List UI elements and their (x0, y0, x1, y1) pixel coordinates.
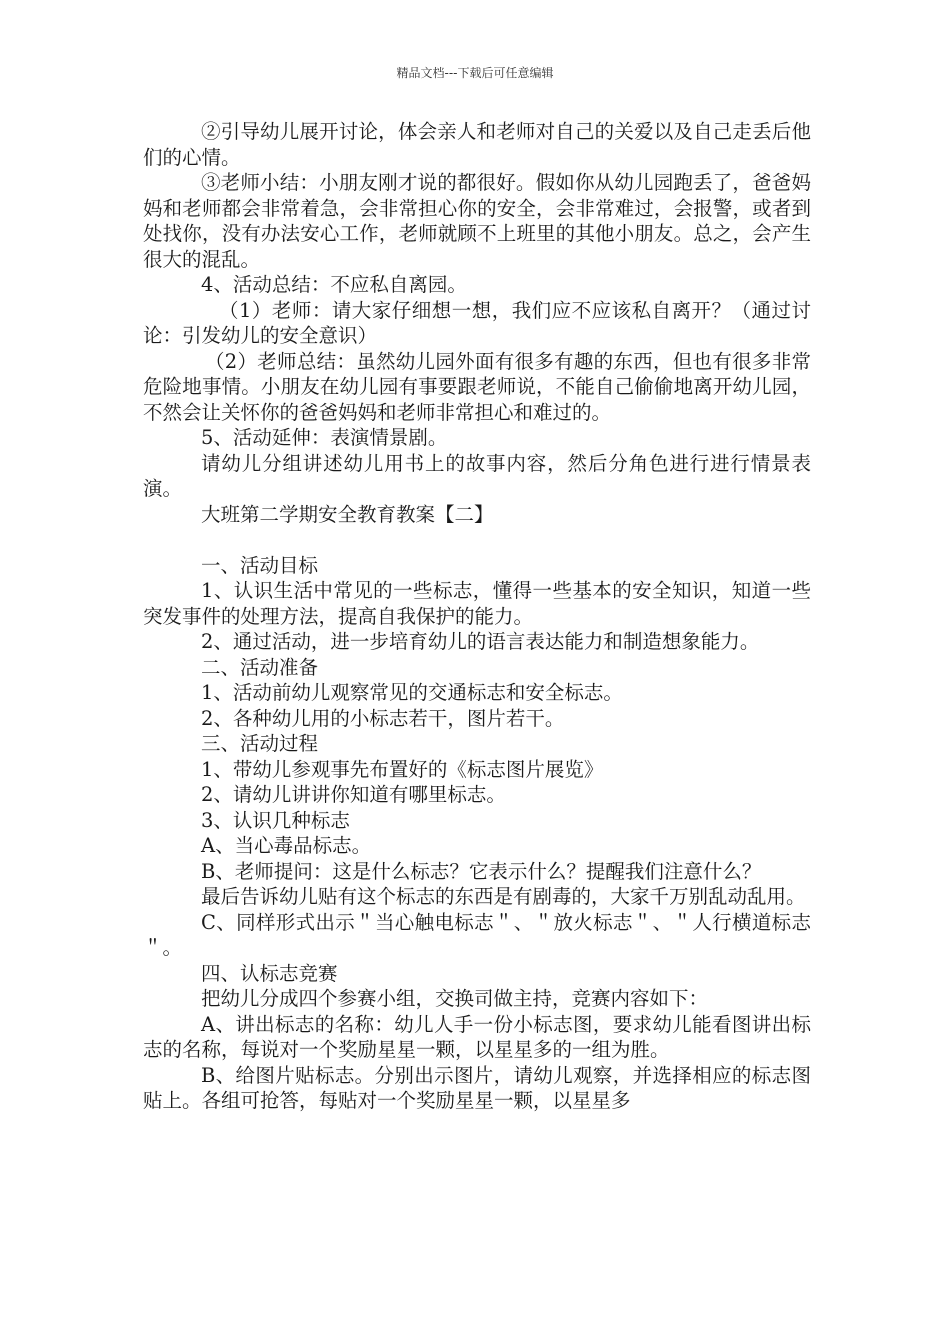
paragraph: B、给图片贴标志。分别出示图片，请幼儿观察，并选择相应的标志图贴上。各组可抢答，每贴对一个奖励星星一颗，以星星多 (143, 1063, 811, 1112)
paragraph: A、当心毒品标志。 (201, 834, 372, 857)
paragraph: A、讲出标志的名称：幼儿人手一份小标志图，要求幼儿能看图讲出标志的名称，每说对一个奖励星星一颗，以星星多的一组为胜。 (143, 1012, 811, 1061)
paragraph: 2、各种幼儿用的小标志若干，图片若干。 (201, 706, 565, 730)
paragraph: 4、活动总结：不应私自离园。 (201, 273, 467, 296)
paragraph: （1）老师：请大家仔细想一想，我们应不应该私自离开？（通过讨论：引发幼儿的安全意识） (143, 298, 811, 347)
paragraph: 3、认识几种标志 (201, 808, 350, 832)
paragraph: 2、通过活动，进一步培育幼儿的语言表达能力和制造想象能力。 (201, 630, 760, 653)
paragraph: 请幼儿分组讲述幼儿用书上的故事内容，然后分角色进行进行情景表演。 (143, 451, 811, 500)
paragraph: 一、活动目标 (201, 553, 319, 577)
paragraph: 2、请幼儿讲讲你知道有哪里标志。 (201, 783, 506, 806)
blank-line (143, 527, 811, 553)
paragraph: 二、活动准备 (201, 655, 319, 679)
paragraph: 四、认标志竞赛 (201, 961, 338, 985)
paragraph: 1、认识生活中常见的一些标志，懂得一些基本的安全知识，知道一些突发事件的处理方法，提高自我保护的能力。 (143, 579, 811, 628)
paragraph: ③老师小结：小朋友刚才说的都很好。假如你从幼儿园跑丢了，爸爸妈妈和老师都会非常着急，会非常担心你的安全，会非常难过，会报警，或者到处找你，没有办法安心工作，老师就顾不上班里的其他小朋友。总之，会产生很大的混乱。 (143, 171, 811, 271)
paragraph: 把幼儿分成四个参赛小组，交换司做主持，竞赛内容如下： (201, 987, 709, 1010)
document-body (143, 119, 811, 1114)
page-header: 精品文档---下载后可任意编辑 (396, 66, 554, 80)
paragraph: B、老师提问：这是什么标志？它表示什么？提醒我们注意什么？ (201, 859, 762, 883)
paragraph: 5、活动延伸：表演情景剧。 (201, 426, 448, 449)
paragraph: 大班第二学期安全教育教案【二】 (201, 502, 494, 526)
paragraph: 1、活动前幼儿观察常见的交通标志和安全标志。 (201, 681, 623, 704)
paragraph: （2）老师总结：虽然幼儿园外面有很多有趣的东西，但也有很多非常危险地事情。小朋友在幼儿园有事要跟老师说，不能自己偷偷地离开幼儿园，不然会让关怀你的爸爸妈妈和老师非常担心和难过的。 (143, 349, 811, 424)
paragraph: 1、带幼儿参观事先布置好的《标志图片展览》 (201, 757, 604, 781)
paragraph: C、同样形式出示＂当心触电标志＂、＂放火标志＂、＂人行横道标志＂。 (143, 910, 811, 959)
paragraph: ②引导幼儿展开讨论，体会亲人和老师对自己的关爱以及自己走丢后他们的心情。 (143, 120, 811, 169)
paragraph: 三、活动过程 (201, 732, 319, 755)
paragraph: 最后告诉幼儿贴有这个标志的东西是有剧毒的，大家千万别乱动乱用。 (201, 885, 806, 908)
